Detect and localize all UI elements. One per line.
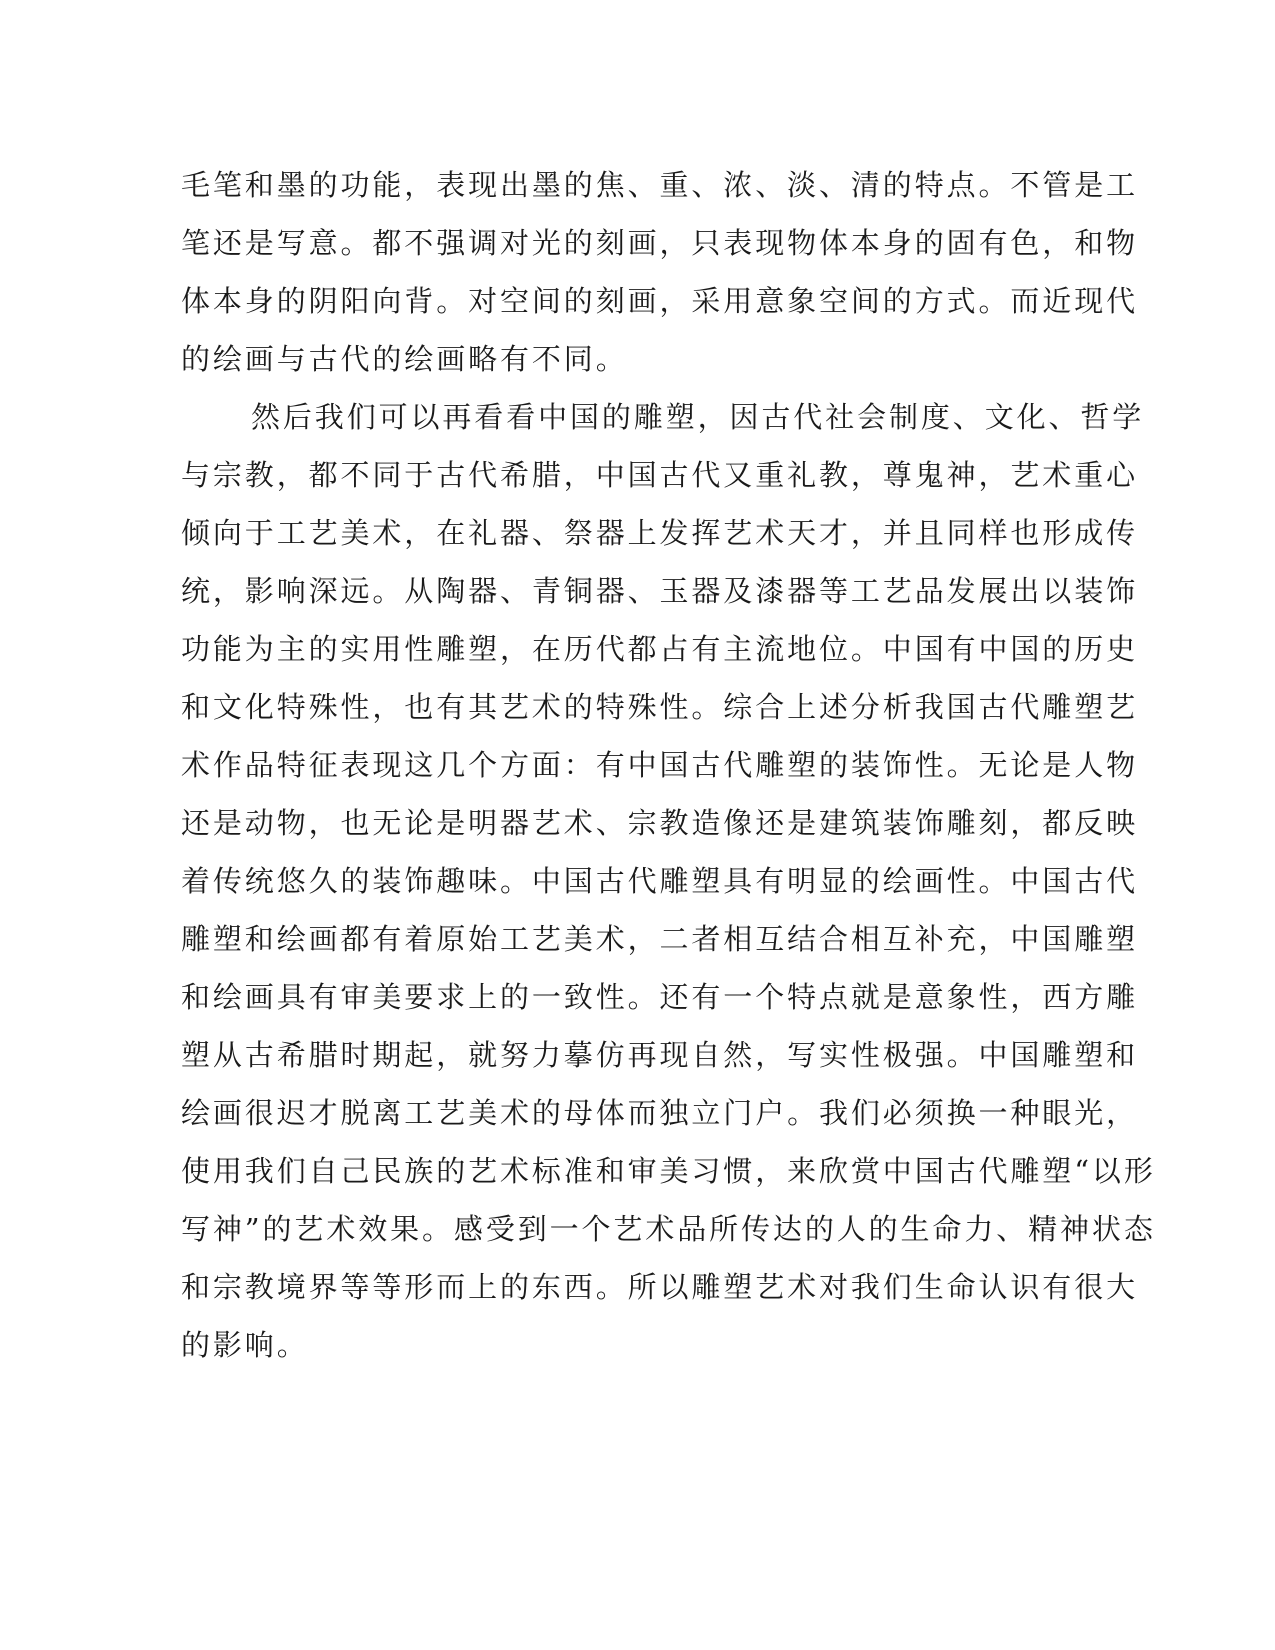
text-line: 毛笔和墨的功能，表现出墨的焦、重、浓、淡、清的特点。不管是工: [181, 168, 1139, 202]
text-line: 写神”的艺术效果。感受到一个艺术品所传达的人的生命力、精神状态: [181, 1212, 1156, 1246]
text-line: 体本身的阴阳向背。对空间的刻画，采用意象空间的方式。而近现代: [181, 284, 1139, 318]
text-line: 着传统悠久的装饰趣味。中国古代雕塑具有明显的绘画性。中国古代: [181, 864, 1139, 898]
text-line: 塑从古希腊时期起，就努力摹仿再现自然，写实性极强。中国雕塑和: [181, 1038, 1139, 1072]
text-line: 统，影响深远。从陶器、青铜器、玉器及漆器等工艺品发展出以装饰: [181, 574, 1139, 608]
text-line: 的绘画与古代的绘画略有不同。: [181, 342, 628, 376]
text-line: 术作品特征表现这几个方面：有中国古代雕塑的装饰性。无论是人物: [181, 748, 1139, 782]
text-line: 功能为主的实用性雕塑，在历代都占有主流地位。中国有中国的历史: [181, 632, 1139, 666]
text-line: 的影响。: [181, 1328, 309, 1362]
text-line: 倾向于工艺美术，在礼器、祭器上发挥艺术天才，并且同样也形成传: [181, 516, 1139, 550]
text-line: 雕塑和绘画都有着原始工艺美术，二者相互结合相互补充，中国雕塑: [181, 922, 1139, 956]
text-line: 与宗教，都不同于古代希腊，中国古代又重礼教，尊鬼神，艺术重心: [181, 458, 1139, 492]
text-line: 绘画很迟才脱离工艺美术的母体而独立门户。我们必须换一种眼光，: [181, 1096, 1139, 1130]
text-line: 和绘画具有审美要求上的一致性。还有一个特点就是意象性，西方雕: [181, 980, 1139, 1014]
text-line: 和宗教境界等等形而上的东西。所以雕塑艺术对我们生命认识有很大: [181, 1270, 1139, 1304]
text-line: 和文化特殊性，也有其艺术的特殊性。综合上述分析我国古代雕塑艺: [181, 690, 1139, 724]
text-line: 还是动物，也无论是明器艺术、宗教造像还是建筑装饰雕刻，都反映: [181, 806, 1139, 840]
paragraph-first-line: 然后我们可以再看看中国的雕塑，因古代社会制度、文化、哲学: [251, 400, 1145, 434]
text-line: 使用我们自己民族的艺术标准和审美习惯，来欣赏中国古代雕塑“以形: [181, 1154, 1156, 1188]
text-line: 笔还是写意。都不强调对光的刻画，只表现物体本身的固有色，和物: [181, 226, 1139, 260]
